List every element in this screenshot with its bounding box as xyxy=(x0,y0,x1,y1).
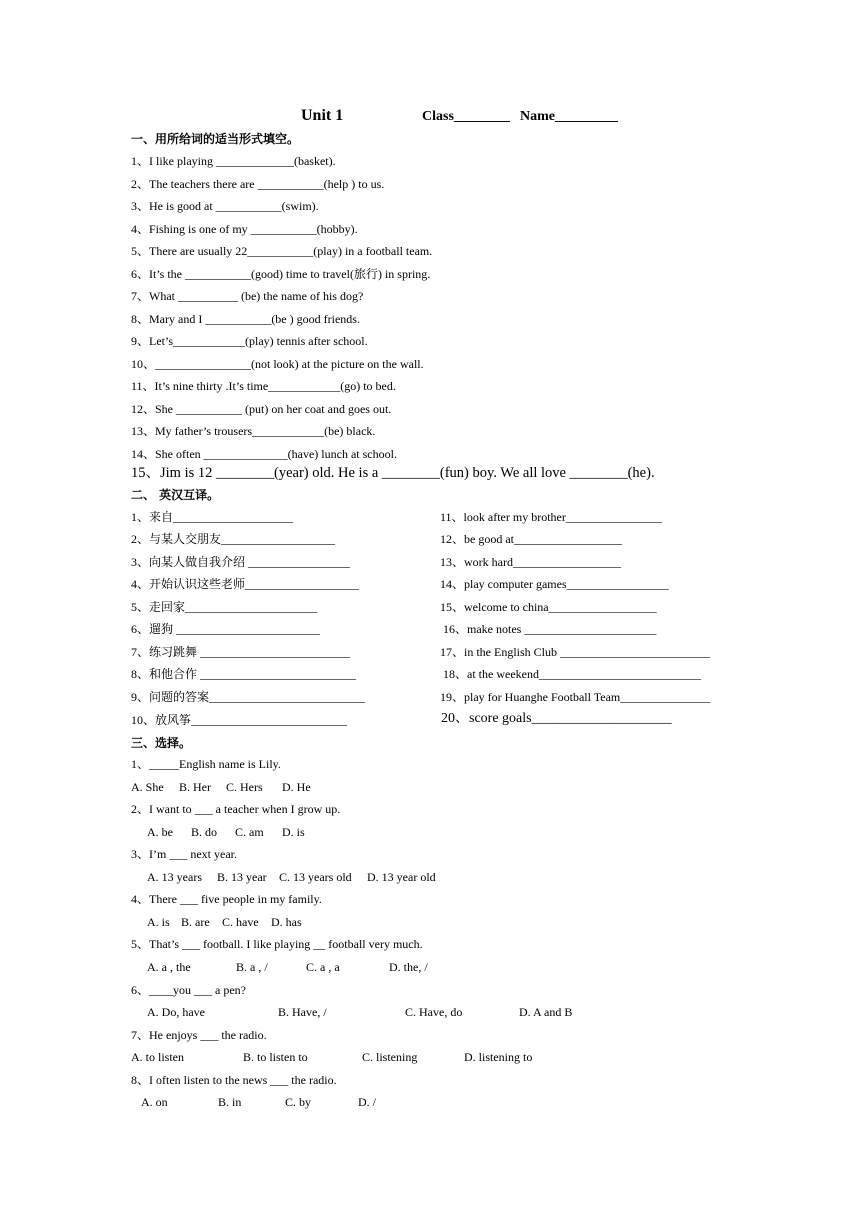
s2-left-1: 1、来自____________________ xyxy=(131,510,294,524)
s3-question-3: 3、I’m ___ next year. xyxy=(131,847,237,861)
s3-q3-option-d: D. 13 year old xyxy=(367,870,436,884)
s3-q1-option-a: A. She xyxy=(131,780,164,794)
s3-q3-option-c: C. 13 years old xyxy=(279,870,352,884)
s3-q7-option-b: B. to listen to xyxy=(243,1050,308,1064)
s3-q2-option-b: B. do xyxy=(191,825,218,839)
s3-q2-option-c: C. am xyxy=(235,825,264,839)
s3-q3-option-a: A. 13 years xyxy=(147,870,202,884)
s1-item-14: 14、She often ______________(have) lunch at school. xyxy=(131,447,397,461)
s3-q2-option-d: D. is xyxy=(282,825,305,839)
section3-title: 三、选择。 xyxy=(131,736,192,750)
s2-right-13: 13、work hard__________________ xyxy=(440,555,621,569)
s3-question-6: 6、____you ___ a pen? xyxy=(131,983,246,997)
s2-right-14: 14、play computer games_________________ xyxy=(440,577,669,591)
s2-left-7: 7、练习跳舞 _________________________ xyxy=(131,645,351,659)
s1-item-4: 4、Fishing is one of my ___________(hobby). xyxy=(131,222,358,236)
class-field: Class________ xyxy=(422,109,510,124)
s2-left-5: 5、走回家______________________ xyxy=(131,600,318,614)
s3-q8-option-b: B. in xyxy=(218,1095,242,1109)
section2-title: 二、 英汉互译。 xyxy=(131,488,220,502)
s3-q4-option-c: C. have xyxy=(222,915,259,929)
s3-question-2: 2、I want to ___ a teacher when I grow up. xyxy=(131,802,341,816)
s1-item-7: 7、What __________ (be) the name of his dog? xyxy=(131,289,364,303)
unit-title: Unit 1 xyxy=(301,107,344,124)
s1-item-12: 12、She ___________ (put) on her coat and goes out. xyxy=(131,402,392,416)
s2-right-18: 18、at the weekend___________________________ xyxy=(443,667,701,681)
s2-right-16: 16、make notes ______________________ xyxy=(443,622,657,636)
name-field: Name_________ xyxy=(520,109,618,124)
s3-question-8: 8、I often listen to the news ___ the radio. xyxy=(131,1073,337,1087)
s3-q5-option-c: C. a , a xyxy=(306,960,340,974)
s3-q6-option-a: A. Do, have xyxy=(147,1005,205,1019)
s3-q6-option-c: C. Have, do xyxy=(405,1005,463,1019)
s3-question-1: 1、_____English name is Lily. xyxy=(131,757,281,771)
section1-title: 一、用所给词的适当形式填空。 xyxy=(131,132,300,146)
s1-item-8: 8、Mary and I ___________(be ) good friends. xyxy=(131,312,360,326)
s3-q4-option-d: D. has xyxy=(271,915,302,929)
s1-item-15: 15、Jim is 12 ________(year) old. He is a ________(fun) boy. We all love ________(he). xyxy=(131,465,655,481)
s3-q4-option-a: A. is xyxy=(147,915,170,929)
s3-q6-option-b: B. Have, / xyxy=(278,1005,327,1019)
s1-item-1: 1、I like playing _____________(basket). xyxy=(131,154,336,168)
s2-right-11: 11、look after my brother________________ xyxy=(440,510,662,524)
s3-question-5: 5、That’s ___ football. I like playing __ football very much. xyxy=(131,937,423,951)
s1-item-10: 10、________________(not look) at the picture on the wall. xyxy=(131,357,424,371)
s3-q1-option-b: B. Her xyxy=(179,780,211,794)
s2-right-17: 17、in the English Club _________________________ xyxy=(440,645,711,659)
s1-item-5: 5、There are usually 22___________(play) in a football team. xyxy=(131,244,433,258)
s3-q7-option-a: A. to listen xyxy=(131,1050,184,1064)
s3-question-4: 4、There ___ five people in my family. xyxy=(131,892,322,906)
s2-left-10: 10、放风筝__________________________ xyxy=(131,713,348,727)
s1-item-9: 9、Let’s____________(play) tennis after school. xyxy=(131,334,368,348)
s3-q5-option-a: A. a , the xyxy=(147,960,191,974)
s2-left-3: 3、向某人做自我介绍 _________________ xyxy=(131,555,351,569)
s2-left-8: 8、和他合作 __________________________ xyxy=(131,667,357,681)
s3-q7-option-d: D. listening to xyxy=(464,1050,533,1064)
s3-q5-option-b: B. a , / xyxy=(236,960,268,974)
s1-item-3: 3、He is good at ___________(swim). xyxy=(131,199,319,213)
s3-q3-option-b: B. 13 year xyxy=(217,870,267,884)
s3-q8-option-a: A. on xyxy=(141,1095,168,1109)
s2-left-9: 9、问题的答案__________________________ xyxy=(131,690,366,704)
s3-question-7: 7、He enjoys ___ the radio. xyxy=(131,1028,267,1042)
s3-q7-option-c: C. listening xyxy=(362,1050,418,1064)
s3-q8-option-c: C. by xyxy=(285,1095,312,1109)
s3-q6-option-d: D. A and B xyxy=(519,1005,573,1019)
s2-right-19: 19、play for Huanghe Football Team_______________ xyxy=(440,690,711,704)
s2-right-20: 20、score goals____________________ xyxy=(441,711,672,726)
s3-q4-option-b: B. are xyxy=(181,915,210,929)
s3-q2-option-a: A. be xyxy=(147,825,173,839)
s2-right-15: 15、welcome to china__________________ xyxy=(440,600,657,614)
s2-left-6: 6、遛狗 ________________________ xyxy=(131,622,321,636)
s3-q5-option-d: D. the, / xyxy=(389,960,428,974)
s3-q1-option-d: D. He xyxy=(282,780,311,794)
s3-q1-option-c: C. Hers xyxy=(226,780,263,794)
s2-left-2: 2、与某人交朋友___________________ xyxy=(131,532,336,546)
s3-q8-option-d: D. / xyxy=(358,1095,376,1109)
s2-left-4: 4、开始认识这些老师___________________ xyxy=(131,577,360,591)
s1-item-13: 13、My father’s trousers____________(be) black. xyxy=(131,424,376,438)
worksheet-header xyxy=(0,107,860,129)
s2-right-12: 12、be good at__________________ xyxy=(440,532,622,546)
s1-item-2: 2、The teachers there are ___________(help ) to us. xyxy=(131,177,385,191)
s1-item-11: 11、It’s nine thirty .It’s time____________(go) to bed. xyxy=(131,379,396,393)
s1-item-6: 6、It’s the ___________(good) time to travel(旅行) in spring. xyxy=(131,267,431,281)
